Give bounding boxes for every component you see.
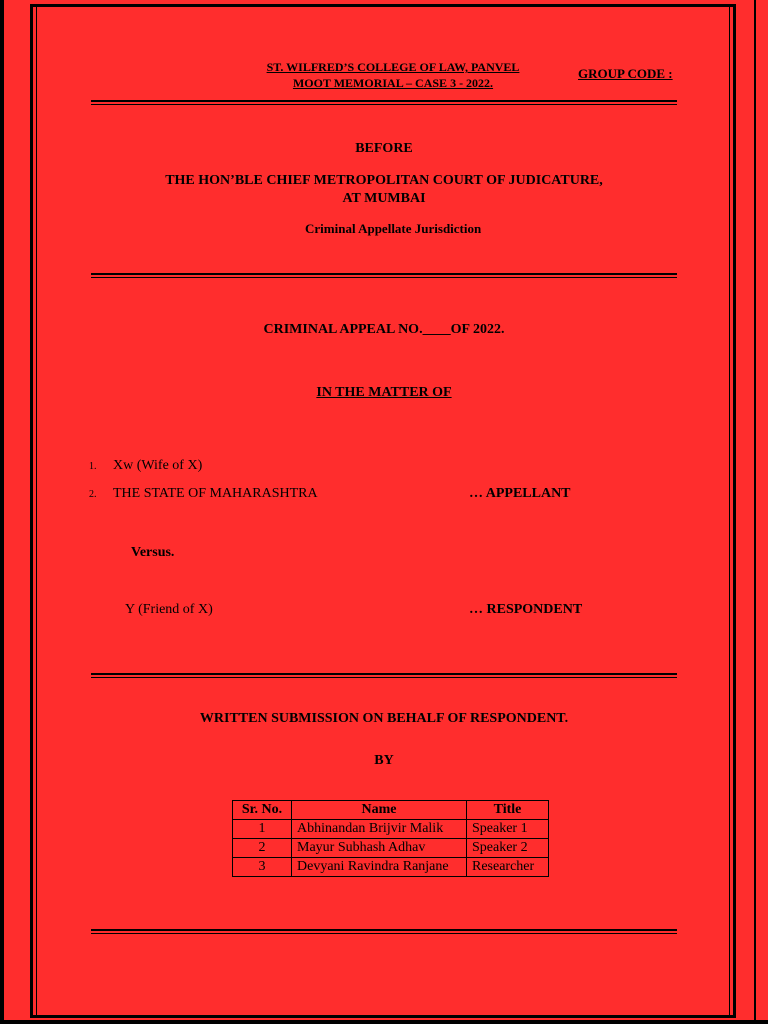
header-name: Name [292,801,467,820]
bottom-border [0,1020,768,1024]
appellant-1 [89,458,203,474]
cell-title: Speaker 1 [467,820,549,839]
versus: Versus. [131,545,175,560]
submission-title: WRITTEN SUBMISSION ON BEHALF OF RESPONDENT. [199,711,569,726]
cell-name: Abhinandan Brijvir Malik [292,820,467,839]
divider-top [91,100,677,105]
table-row [233,839,549,858]
cell-title: Researcher [467,858,549,877]
party-name: THE STATE OF MAHARASHTRA [113,486,318,501]
divider-parties [91,673,677,678]
cell-sr-no: 3 [233,858,292,877]
by-label: BY [374,753,394,768]
party-name: Xw (Wife of X) [113,458,203,473]
header-sr-no: Sr. No. [233,801,292,820]
before-label: BEFORE [355,141,413,156]
table-header-row [233,801,549,820]
table-row [233,858,549,877]
respondent-label: … RESPONDENT [469,602,583,617]
group-code: GROUP CODE : [578,66,673,81]
cell-name: Devyani Ravindra Ranjane [292,858,467,877]
cell-name: Mayur Subhash Adhav [292,839,467,858]
list-number: 2. [89,489,97,500]
team-table [232,800,549,877]
college-name: ST. WILFRED’S COLLEGE OF LAW, PANVEL [266,60,520,74]
college-header [230,59,556,91]
list-number: 1. [89,461,97,472]
memorial-title: MOOT MEMORIAL – CASE 3 - 2022. [292,76,494,90]
divider-bottom [91,929,677,934]
divider-court [91,273,677,278]
jurisdiction: Criminal Appellate Jurisdiction [305,221,482,236]
table-row [233,820,549,839]
in-the-matter-of [0,385,768,401]
cell-sr-no: 2 [233,839,292,858]
appellant-2 [89,486,318,502]
cell-title: Speaker 2 [467,839,549,858]
header-title: Title [467,801,549,820]
matter-text: IN THE MATTER OF [316,385,452,400]
appeal-number: CRIMINAL APPEAL NO.____OF 2022. [263,322,505,337]
court-name: THE HON’BLE CHIEF METROPOLITAN COURT OF JUDICATURE, AT MUMBAI [165,173,603,206]
cell-sr-no: 1 [233,820,292,839]
appellant-label: … APPELLANT [469,486,571,501]
respondent-name: Y (Friend of X) [125,602,213,617]
